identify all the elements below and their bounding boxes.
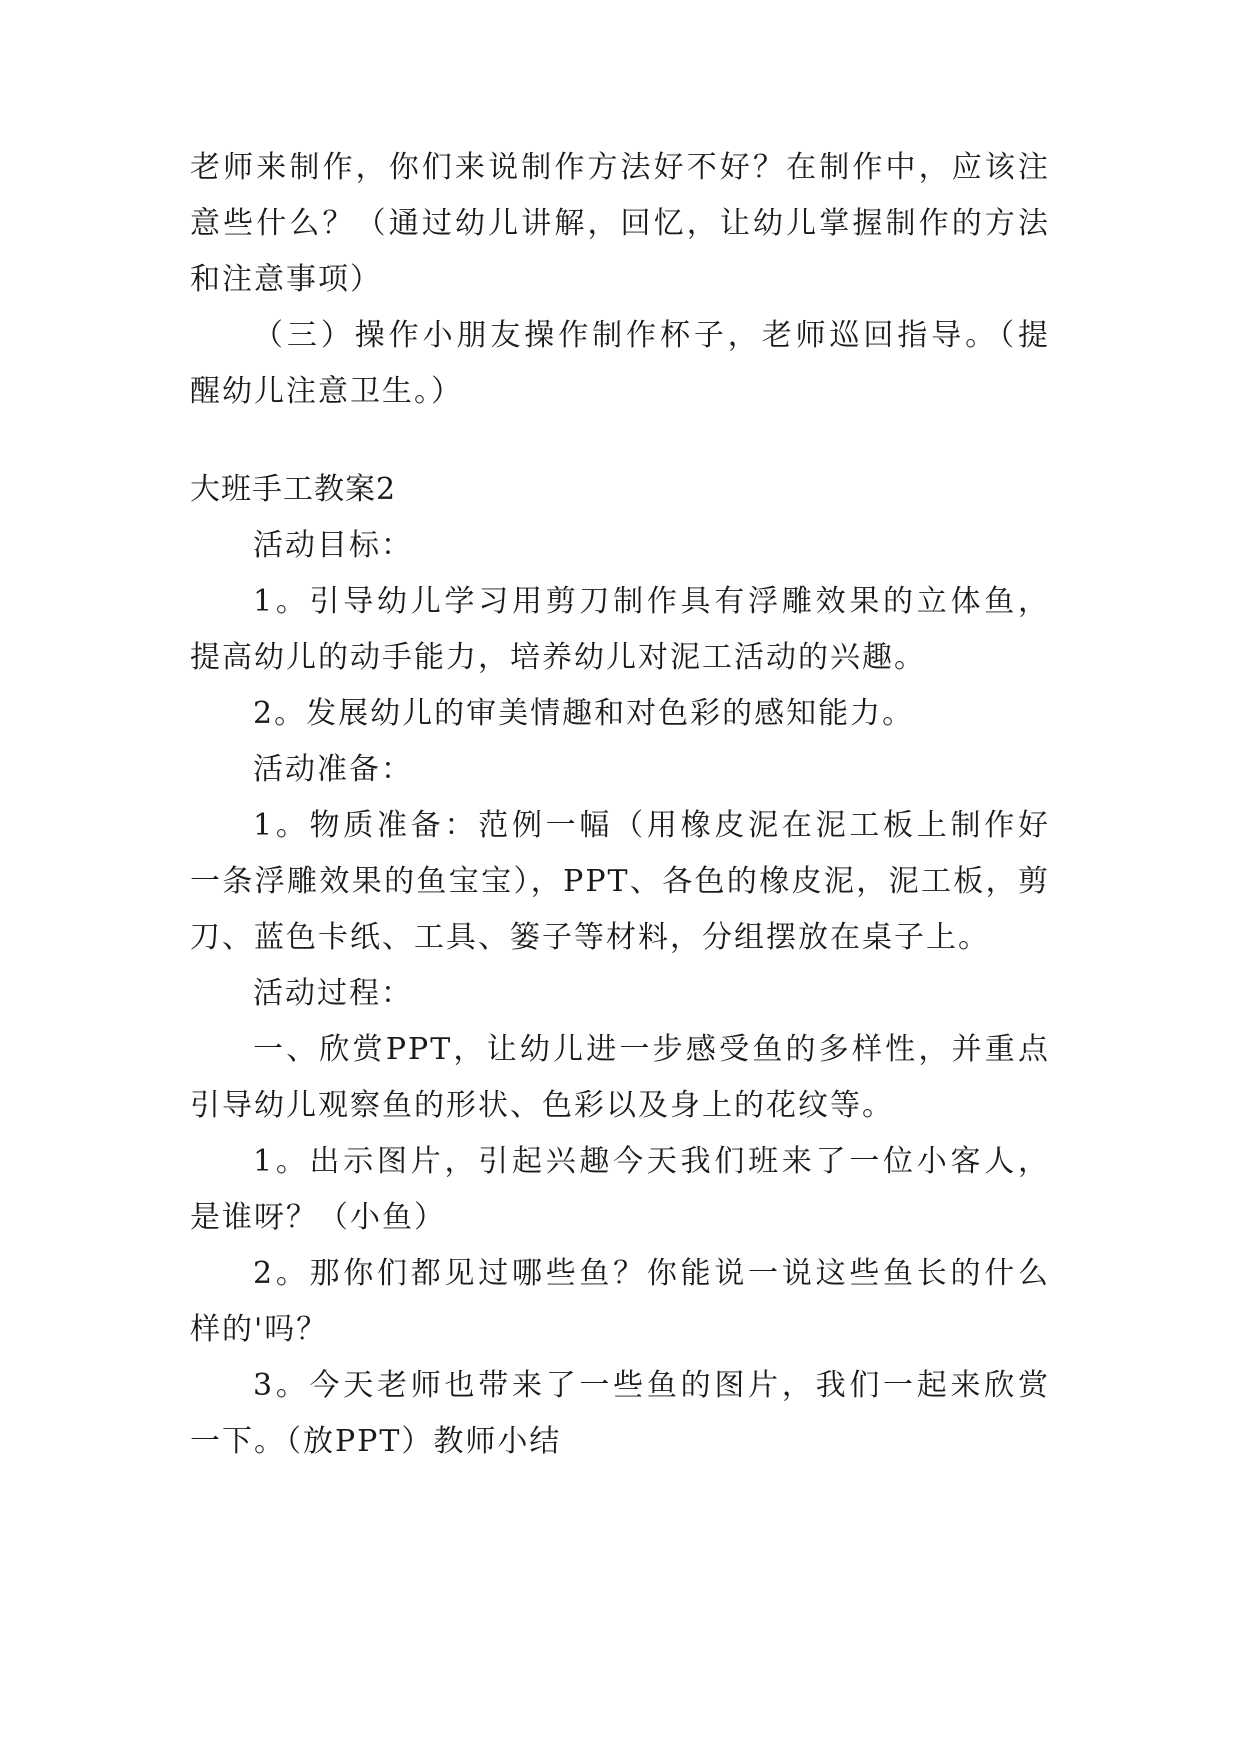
paragraph-line: 样的'吗？ xyxy=(190,1312,329,1347)
paragraph-line: 提高幼儿的动手能力，培养幼儿对泥工活动的兴趣。 xyxy=(190,640,926,675)
paragraph-line: 2。发展幼儿的审美情趣和对色彩的感知能力。 xyxy=(253,696,915,731)
paragraph-line: 引导幼儿观察鱼的形状、色彩以及身上的花纹等。 xyxy=(190,1088,894,1123)
paragraph-line: 1。出示图片，引起兴趣今天我们班来了一位小客人， xyxy=(253,1144,1050,1179)
paragraph-line: 是谁呀？（小鱼） xyxy=(190,1200,446,1235)
paragraph-line: 2。那你们都见过哪些鱼？你能说一说这些鱼长的什么 xyxy=(253,1256,1050,1291)
paragraph-line: 1。物质准备：范例一幅（用橡皮泥在泥工板上制作好 xyxy=(253,808,1050,843)
paragraph-line: 刀、蓝色卡纸、工具、篓子等材料，分组摆放在桌子上。 xyxy=(190,920,990,955)
subheading: 活动过程： xyxy=(253,976,413,1011)
paragraph-line: 1。引导幼儿学习用剪刀制作具有浮雕效果的立体鱼， xyxy=(253,584,1050,619)
paragraph-line: 和注意事项） xyxy=(190,262,382,297)
paragraph-line: 一、欣赏PPT，让幼儿进一步感受鱼的多样性，并重点 xyxy=(253,1032,1050,1067)
paragraph-line: （三）操作小朋友操作制作杯子，老师巡回指导。（提 xyxy=(253,318,1050,353)
paragraph-line: 老师来制作，你们来说制作方法好不好？在制作中，应该注 xyxy=(190,150,1050,185)
section-title: 大班手工教案2 xyxy=(190,472,397,507)
paragraph-line: 意些什么？（通过幼儿讲解，回忆，让幼儿掌握制作的方法 xyxy=(190,206,1050,241)
paragraph-line: 一下。（放PPT）教师小结 xyxy=(190,1424,562,1459)
subheading: 活动目标： xyxy=(253,528,413,563)
paragraph-line: 3。今天老师也带来了一些鱼的图片，我们一起来欣赏 xyxy=(253,1368,1050,1403)
subheading: 活动准备： xyxy=(253,752,413,787)
paragraph-line: 醒幼儿注意卫生。） xyxy=(190,374,463,409)
paragraph-line: 一条浮雕效果的鱼宝宝），PPT、各色的橡皮泥，泥工板，剪 xyxy=(190,864,1050,899)
